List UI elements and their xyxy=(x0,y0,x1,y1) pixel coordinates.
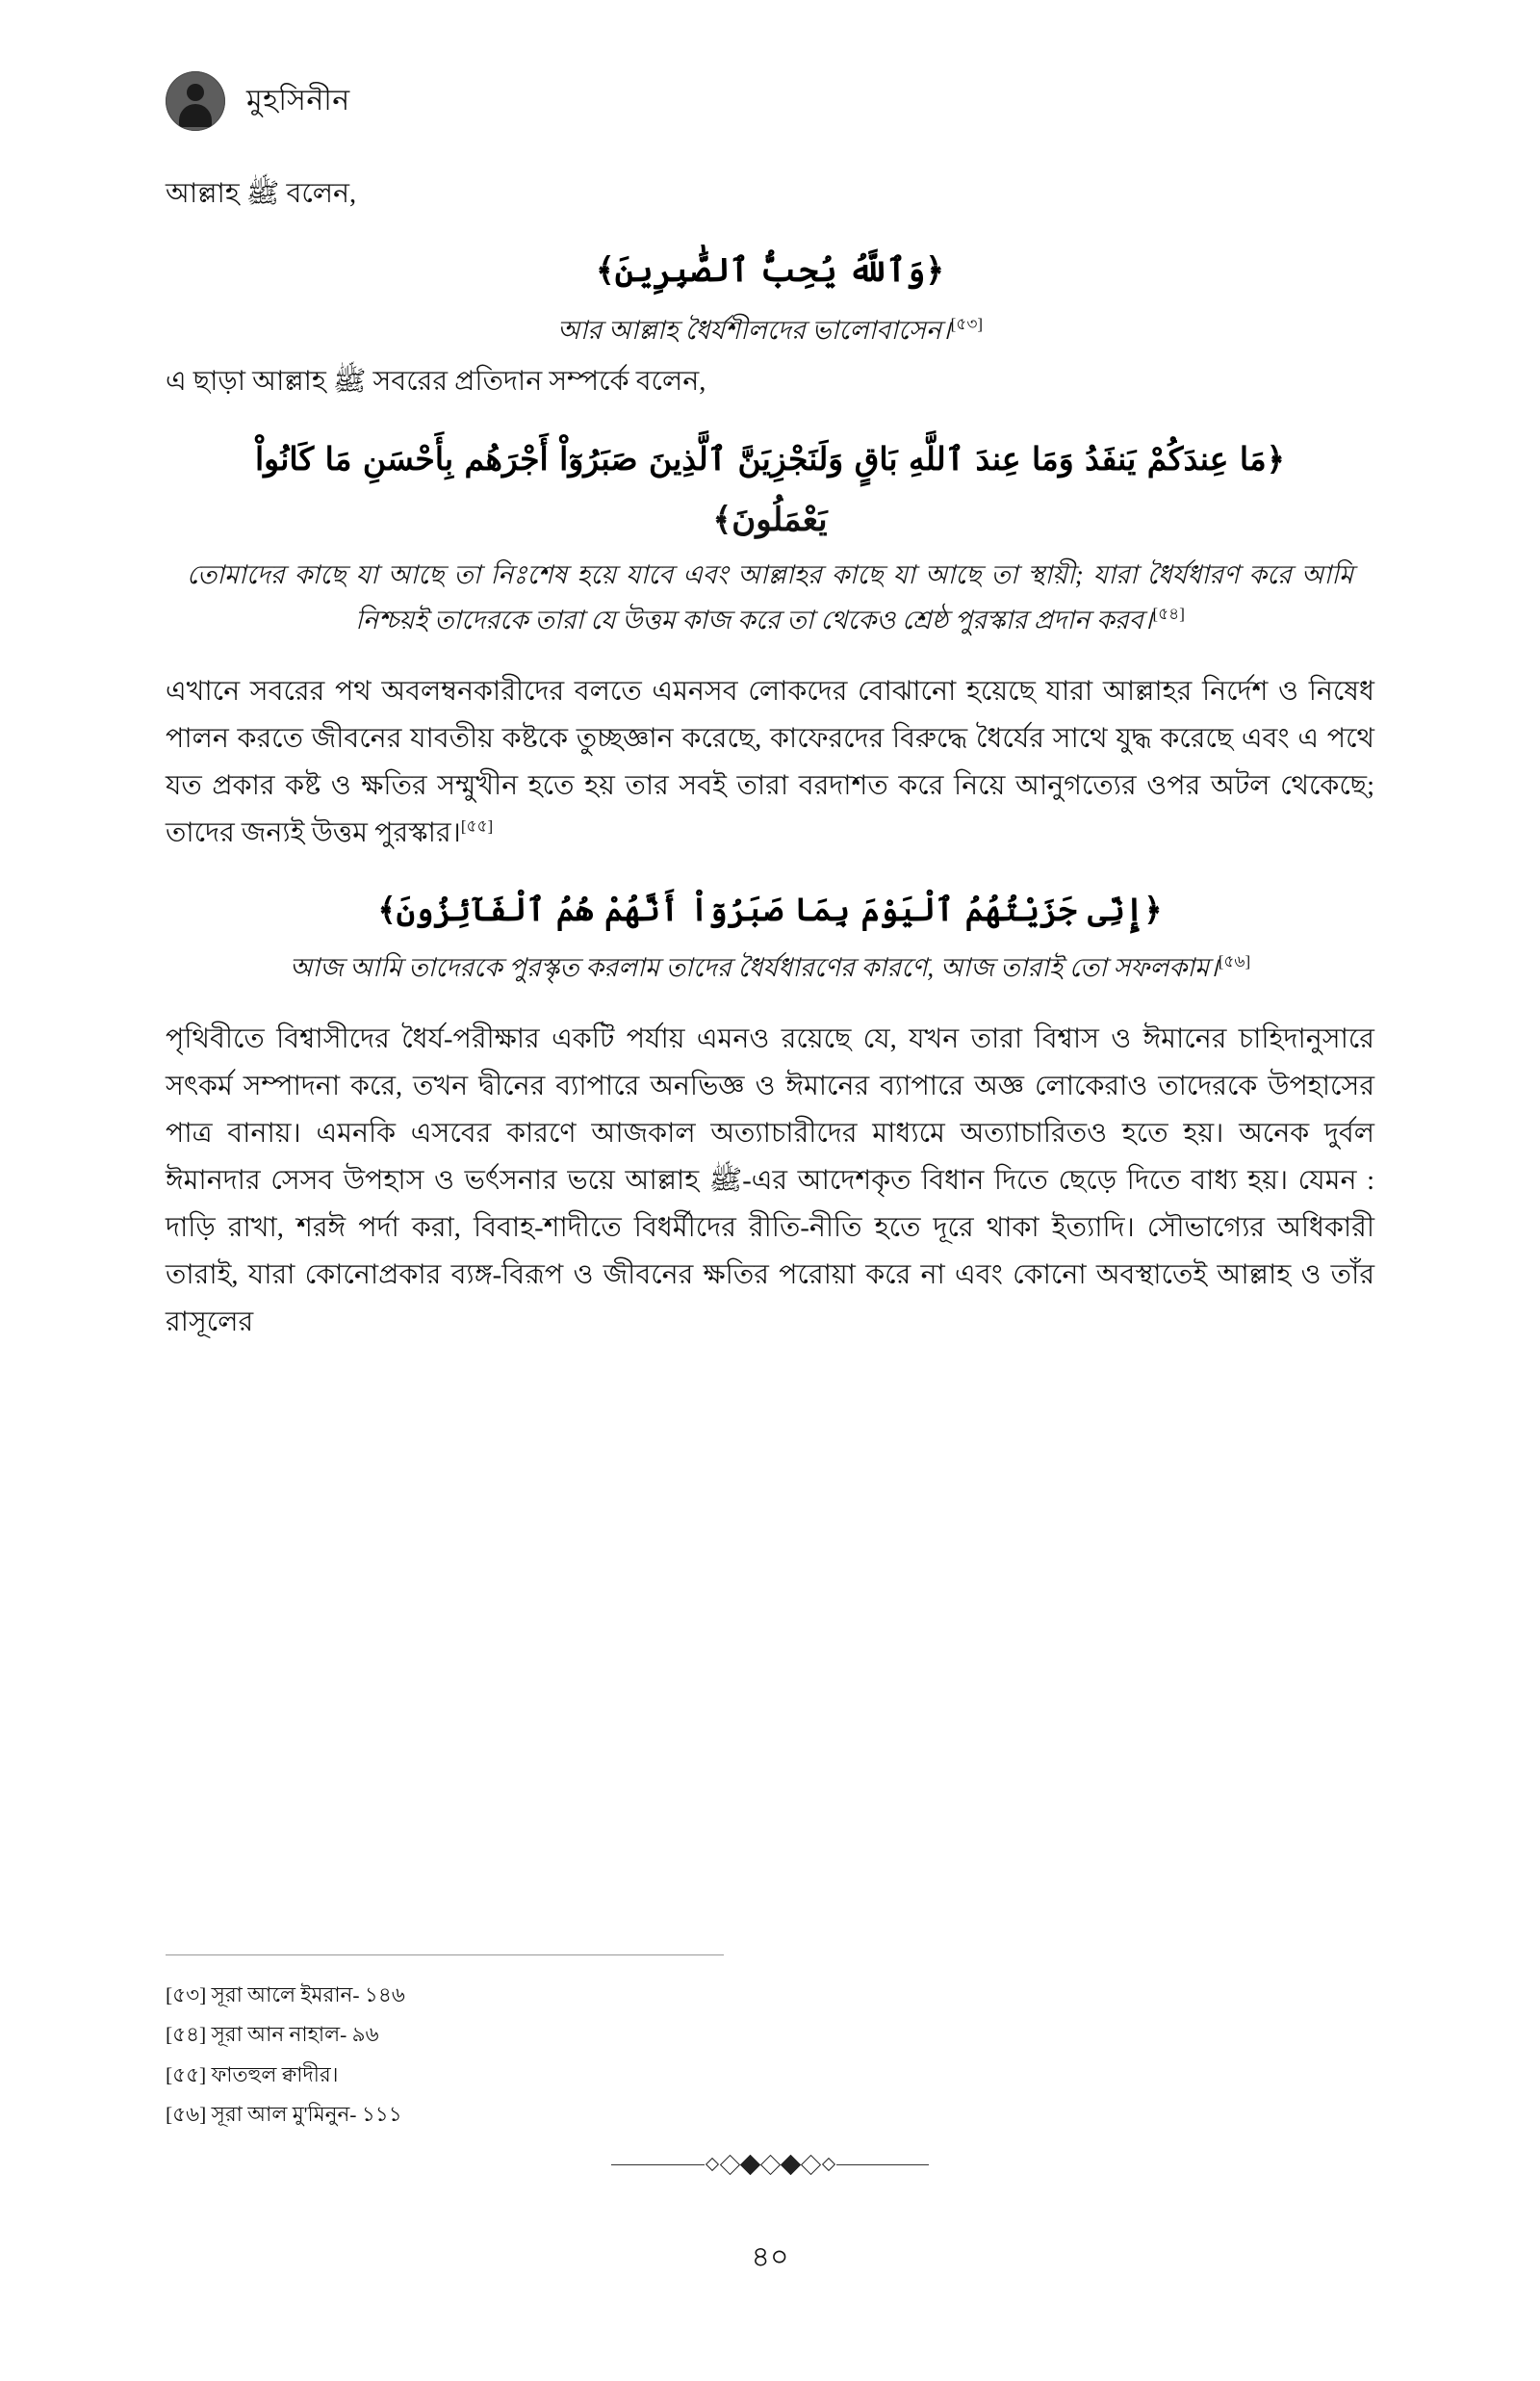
ornament-diamond-icon xyxy=(759,2154,780,2174)
footnote-item: [৫৪] সূরা আন নাহাল- ৯৬ xyxy=(166,2023,379,2047)
ornament-diamond-icon xyxy=(739,2154,759,2174)
ornament-diamond-icon xyxy=(821,2158,834,2171)
arabic-verse-3: ﴿إِنِّى جَزَيْتُهُمُ ٱلْيَوْمَ بِمَا صَبَرُوٓاْ أَنَّهُمْ هُمُ ٱلْفَآئِزُونَ﴾ xyxy=(377,891,1163,929)
ornament-line-left xyxy=(611,2164,705,2165)
footnote-ref-54: [৫৪] xyxy=(1152,605,1185,624)
lead-text-1: আল্লাহ ﷺ বলেন, xyxy=(166,179,357,209)
verse-translation-3-text: আজ আমি তাদেরকে পুরস্কৃত করলাম তাদের ধৈর্যধারণের কারণে, আজ তারাই তো সফলকাম। xyxy=(289,953,1219,983)
footnote-list xyxy=(166,1976,936,2135)
paragraph-2: পৃথিবীতে বিশ্বাসীদের ধৈর্য-পরীক্ষার একটি পর্যায় এমনও রয়েছে যে, যখন তারা বিশ্বাস ও ঈমানের চাহিদানুসারে সৎকর্ম সম্পাদনা করে, তখন দ্বীনের ব্যাপারে অনভিজ্ঞ ও ঈমানের ব্যাপারে অজ্ঞ লোকেরাও তাদেরকে উপহাসের পাত্র বানায়। এমনকি এসবের কারণে আজকাল অত্যাচারীদের মাধ্যমে অত্যাচারিতও হতে হয়। অনেক দুর্বল ঈমানদার সেসব উপহাস ও ভর্ৎসনার ভয়ে আল্লাহ ﷺ-এর আদেশকৃত বিধান দিতে ছেড়ে দিতে বাধ্য হয়। যেমন : দাড়ি রাখা, শরঈ পর্দা করা, বিবাহ-শাদীতে বিধর্মীদের রীতি-নীতি হতে দূরে থাকা ইত্যাদি। সৌভাগ্যের অধিকারী তারাই, যারা কোনোপ্রকার ব্যঙ্গ-বিরূপ ও জীবনের ক্ষতির পরোয়া করে না এবং কোনো অবস্থাতেই আল্লাহ ও তাঁর রাসূলের xyxy=(166,1024,1374,1338)
ornament-diamond-icon xyxy=(719,2154,739,2174)
page-number: ৪০ xyxy=(751,2241,789,2273)
verse-translation-1-text: আর আল্লাহ ধৈর্যশীলদের ভালোবাসেন। xyxy=(556,315,951,345)
ornament-diamond-icon xyxy=(780,2154,800,2174)
paragraph-1-text: এখানে সবরের পথ অবলম্বনকারীদের বলতে এমনসব লোকদের বোঝানো হয়েছে যারা আল্লাহর নির্দেশ ও নিষেধ পালন করতে জীবনের যাবতীয় কষ্টকে তুচ্ছজ্ঞান করেছে, কাফেরদের বিরুদ্ধে ধৈর্যের সাথে যুদ্ধ করেছে এবং এ পথে যত প্রকার কষ্ট ও ক্ষতির সম্মুখীন হতে হয় তার সবই তারা বরদাশত করে নিয়ে আনুগত্যের ওপর অটল থেকেছে; তাদের জন্যই উত্তম পুরস্কার। xyxy=(166,677,1374,849)
footnote-ref-56: [৫৬] xyxy=(1218,952,1251,971)
footnote-item: [৫৩] সূরা আলে ইমরান- ১৪৬ xyxy=(166,1983,405,2006)
lead-text-2: এ ছাড়া আল্লাহ ﷺ সবরের প্রতিদান সম্পর্কে বলেন, xyxy=(166,367,706,398)
page-content xyxy=(166,58,1374,1356)
verse-translation-1 xyxy=(166,308,1374,353)
header-title: মুহসিনীন xyxy=(246,84,350,116)
verse-translation-2 xyxy=(166,553,1374,644)
footnote-divider xyxy=(166,1954,724,1955)
person-avatar-icon xyxy=(166,71,225,131)
verse-translation-2-text: তোমাদের কাছে যা আছে তা নিঃশেষ হয়ে যাবে এবং আল্লাহর কাছে যা আছে তা স্থায়ী; যারা ধৈর্যধারণ করে আমি নিশ্চয়ই তাদেরকে তারা যে উত্তম কাজ করে তা থেকেও শ্রেষ্ঠ পুরস্কার প্রদান করব। xyxy=(187,559,1353,635)
decorative-ornament xyxy=(611,2155,929,2174)
footnote-item: [৫৬] সূরা আল মু'মিনুন- ১১১ xyxy=(166,2102,402,2126)
footnote-item: [৫৫] ফাতহুল ক্বাদীর। xyxy=(166,2062,339,2086)
paragraph-1 xyxy=(166,668,1374,857)
ornament-line-right xyxy=(836,2164,930,2165)
ornament-diamond-icon xyxy=(800,2154,820,2174)
arabic-verse-2-line-2: يَعْمَلُونَ﴾ xyxy=(712,501,828,540)
verse-translation-3 xyxy=(166,945,1374,991)
arabic-verse-1: ﴿وَٱللَّهُ يُحِبُّ ٱلصَّٰبِرِينَ﴾ xyxy=(595,251,945,291)
footnote-ref-55: [৫৫] xyxy=(460,816,494,836)
ornament-diamond-icon xyxy=(705,2158,718,2171)
page-header xyxy=(166,58,1374,144)
arabic-verse-2-line-1: ﴿مَا عِندَكُمْ يَنفَدُ وَمَا عِندَ ٱللَّهِ بَاقٍ وَلَنَجْزِيَنَّ ٱلَّذِينَ صَبَرُوٓاْ أَجْرَهُم بِأَحْسَنِ مَا كَانُواْ xyxy=(254,439,1286,478)
footnote-ref-53: [৫৩] xyxy=(950,314,984,333)
